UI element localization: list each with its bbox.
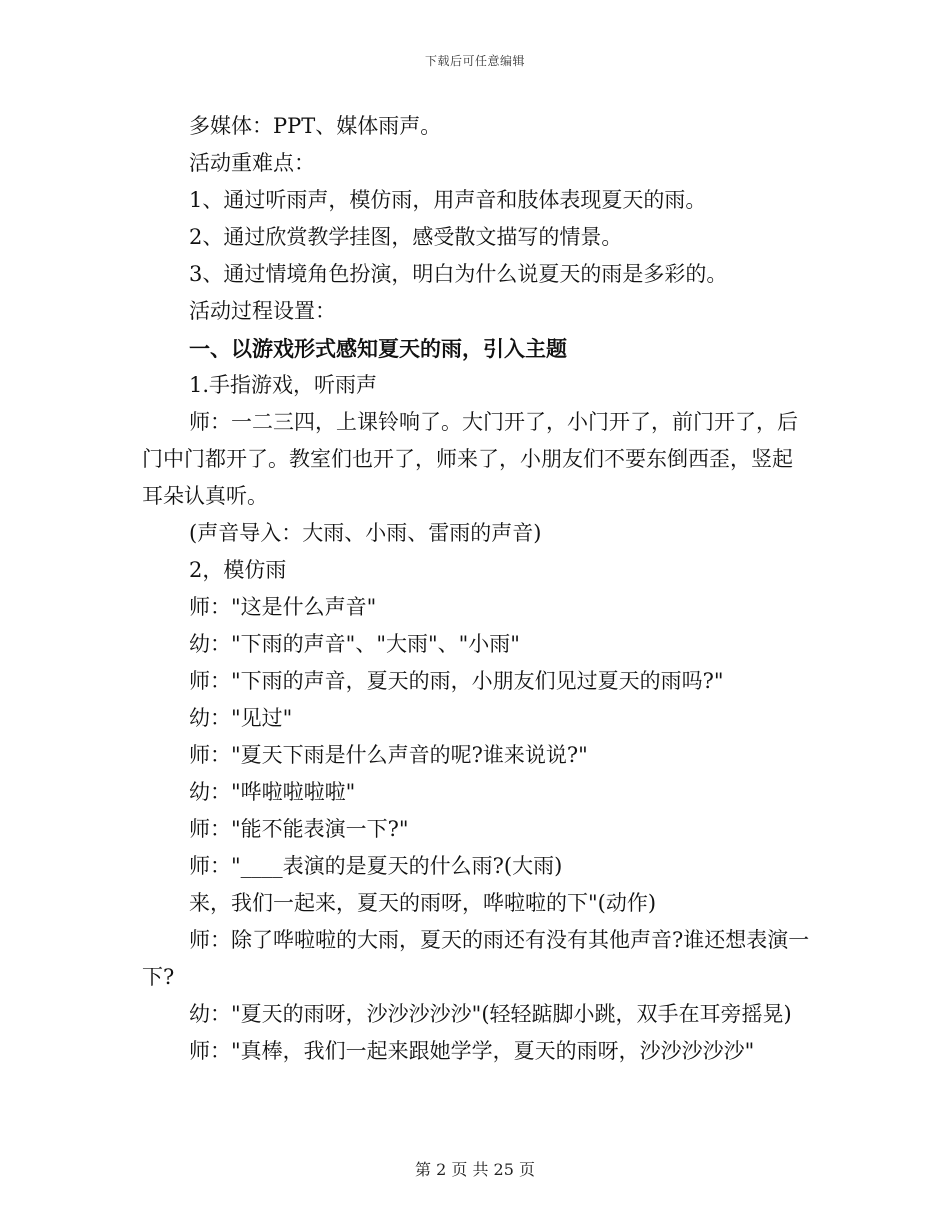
dialogue-line: 来，我们一起来，夏天的雨呀，哗啦啦的下"(动作) [189,891,657,915]
dialogue-line: 师："夏天下雨是什么声音的呢?谁来说说?" [189,743,588,767]
page-header-note: 下载后可任意编辑 [424,54,525,68]
dialogue-line: 师："这是什么声音" [189,595,377,619]
page-number: 第 2 页 共 25 页 [415,1160,535,1179]
paragraph: 多媒体：PPT、媒体雨声。 [189,114,442,138]
dialogue-line: 师：除了哗啦啦的大雨，夏天的雨还有没有其他声音?谁还想表演一下? [142,928,810,989]
dialogue-line: 师："下雨的声音，夏天的雨，小朋友们见过夏天的雨吗?" [189,669,724,693]
section-heading: 一、以游戏形式感知夏天的雨，引入主题 [189,336,567,361]
list-item: 3、通过情境角色扮演，明白为什么说夏天的雨是多彩的。 [189,262,728,286]
section-label: 活动重难点： [189,151,315,175]
list-item: 1、通过听雨声，模仿雨，用声音和肢体表现夏天的雨。 [189,188,707,212]
section-label: 活动过程设置： [189,299,336,323]
dialogue-line: 师：一二三四，上课铃响了。大门开了，小门开了，前门开了，后门中门都开了。教室们也开了，师来了，小朋友们不要东倒西歪，竖起耳朵认真听。 [142,410,798,508]
paragraph: (声音导入：大雨、小雨、雷雨的声音) [189,521,542,545]
dialogue-line: 师："____表演的是夏天的什么雨?(大雨) [189,854,563,878]
dialogue-line: 幼："见过" [189,706,293,730]
dialogue-line: 师："能不能表演一下?" [189,817,409,841]
document-body [142,108,810,1070]
subsection-heading: 1.手指游戏，听雨声 [189,373,378,397]
dialogue-line: 幼："夏天的雨呀，沙沙沙沙沙"(轻轻踮脚小跳，双手在耳旁摇晃) [189,1002,792,1026]
dialogue-line: 幼："下雨的声音"、"大雨"、"小雨" [189,632,520,656]
subsection-heading: 2，模仿雨 [189,558,287,582]
dialogue-line: 幼："哗啦啦啦啦" [189,780,356,804]
list-item: 2、通过欣赏教学挂图，感受散文描写的情景。 [189,225,623,249]
dialogue-line: 师："真棒，我们一起来跟她学学，夏天的雨呀，沙沙沙沙沙" [189,1039,755,1063]
